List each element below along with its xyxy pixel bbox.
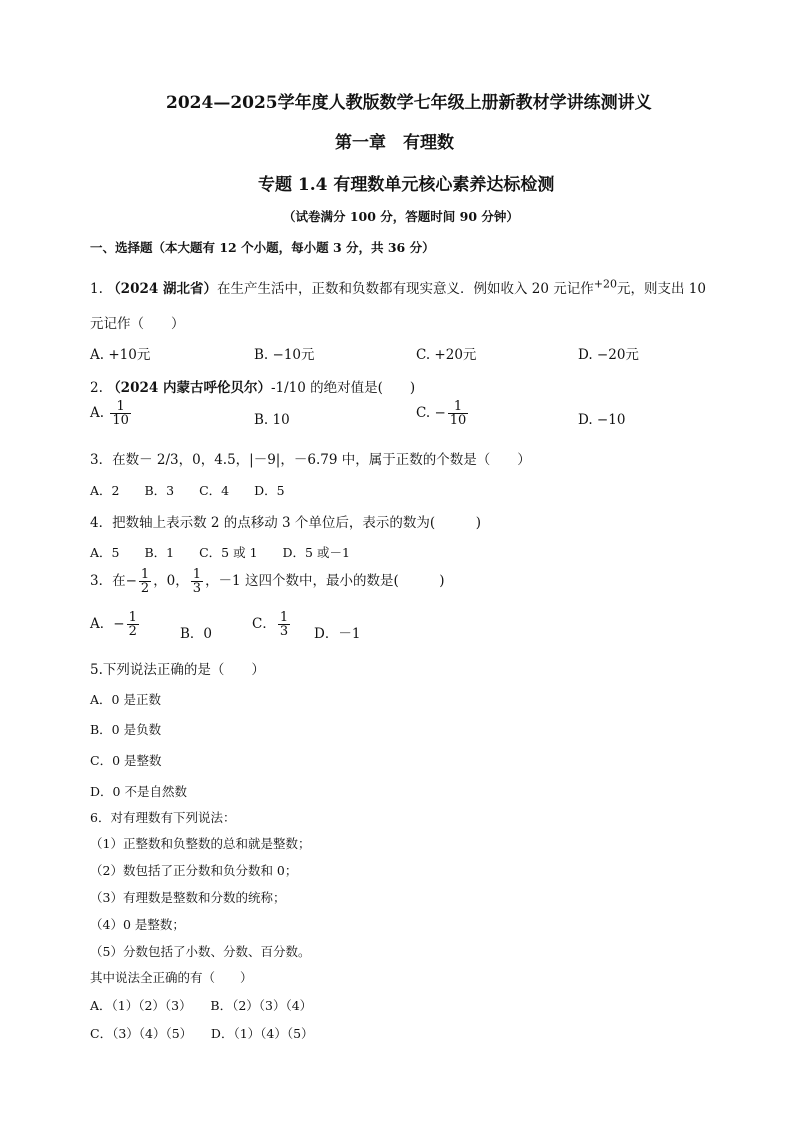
question-text: 3．在− (90, 573, 137, 589)
superscript-value: +20 (593, 277, 617, 291)
option-c[interactable]: C. +20元 (416, 347, 477, 363)
question-5: 5.下列说法正确的是（ ） (90, 662, 265, 678)
question-number: 1. (90, 281, 103, 297)
numerator: 1 (128, 610, 137, 625)
option-d[interactable]: D. −10 (578, 412, 626, 428)
option-c[interactable] (416, 400, 470, 427)
option-c[interactable]: C．0 是整数 (90, 753, 162, 768)
option-c[interactable] (252, 611, 292, 638)
question-4: 4．把数轴上表示数 2 的点移动 3 个单位后，表示的数为( ) (90, 515, 481, 531)
option-a[interactable]: A. +10元 (90, 347, 151, 363)
question-number: 2. (90, 380, 103, 396)
question-2 (90, 376, 415, 396)
question-text: 元，则支出 10 (616, 281, 706, 297)
question-6-options-row-1[interactable]: A．（1）（2）（3） B．（2）（3）（4） (90, 998, 313, 1013)
statement-3: （3）有理数是整数和分数的统称； (90, 890, 286, 905)
denominator: 10 (112, 413, 129, 428)
numerator: 1 (192, 567, 202, 582)
option-label: C． (252, 616, 276, 632)
question-4-options[interactable]: A．5 B．1 C．5 或 1 D．5 或－1 (90, 545, 350, 560)
option-d[interactable]: D．－1 (314, 626, 361, 642)
option-b[interactable]: B．0 (180, 626, 213, 642)
statement-1: （1）正整数和负整数的总和就是整数； (90, 836, 311, 851)
question-source: （2024 内蒙古呼伦贝尔） (107, 380, 271, 396)
numerator: 1 (448, 400, 469, 414)
option-label: C. (416, 405, 431, 421)
statement-2: （2）数包括了正分数和负分数和 0； (90, 863, 298, 878)
denominator: 10 (449, 413, 467, 428)
numerator: 1 (110, 400, 131, 414)
denominator: 2 (128, 624, 137, 639)
exam-info: （试卷满分 100 分，答题时间 90 分钟） (283, 209, 519, 224)
topic-title: 专题 1.4 有理数单元核心素养达标检测 (258, 175, 555, 195)
chapter-title: 第一章 有理数 (335, 133, 454, 153)
minus-sign: − (434, 405, 446, 421)
fraction (191, 568, 203, 595)
option-a[interactable] (90, 611, 141, 638)
fraction (127, 611, 139, 638)
fraction (110, 400, 131, 427)
section-heading: 一、选择题（本大题有 12 个小题，每小题 3 分，共 36 分） (90, 240, 435, 255)
option-a[interactable]: A．0 是正数 (90, 692, 161, 707)
option-b[interactable]: B. −10元 (254, 347, 315, 363)
option-d[interactable]: D. −20元 (578, 347, 639, 363)
statement-5: （5）分数包括了小数、分数、百分数。 (90, 944, 311, 959)
option-d[interactable]: D．0 不是自然数 (90, 784, 187, 799)
statement-4: （4）0 是整数； (90, 917, 185, 932)
option-b[interactable]: B. 10 (254, 412, 290, 428)
option-b[interactable]: B．0 是负数 (90, 722, 162, 737)
question-1-line-1 (90, 277, 706, 297)
question-3b (90, 568, 444, 595)
option-label: A. (90, 405, 105, 421)
numerator: 1 (140, 567, 150, 582)
question-1-line-2: 元记作（ ） (90, 316, 185, 332)
fraction (448, 400, 469, 427)
question-text: ，0， (153, 573, 189, 589)
question-6-options-row-2[interactable]: C．（3）（4）（5） D．（1）（4）（5） (90, 1026, 314, 1041)
question-text: -1/10 的绝对值是( ) (270, 380, 416, 396)
question-source: （2024 湖北省） (107, 281, 217, 297)
fraction (139, 568, 151, 595)
denominator: 2 (140, 581, 150, 596)
option-a[interactable] (90, 400, 133, 427)
question-6: 6．对有理数有下列说法： (90, 810, 236, 825)
question-6-ask: 其中说法全正确的有（ ） (90, 970, 253, 985)
numerator: 1 (279, 610, 289, 625)
option-label: A．− (90, 616, 125, 632)
question-text: 在生产生活中，正数和负数都有现实意义．例如收入 20 元记作 (216, 281, 594, 297)
denominator: 3 (192, 581, 202, 596)
question-3-options[interactable]: A．2 B．3 C．4 D．5 (90, 483, 285, 498)
question-3: 3．在数－ 2/3，0，4.5，|－9|，－6.79 中，属于正数的个数是（ ） (90, 452, 531, 468)
denominator: 3 (279, 624, 289, 639)
fraction (278, 611, 290, 638)
document-title: 2024—2025学年度人教版数学七年级上册新教材学讲练测讲义 (166, 93, 652, 113)
question-text: ，－1 这四个数中，最小的数是( ) (205, 573, 445, 589)
